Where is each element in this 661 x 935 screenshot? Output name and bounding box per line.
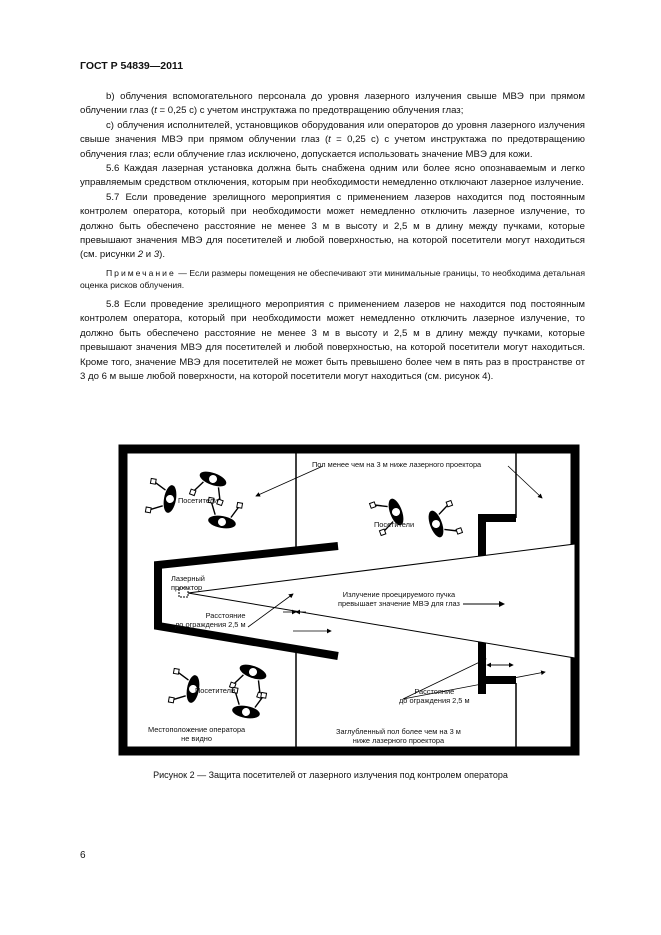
text-run: и xyxy=(143,249,154,261)
figure-ref: 3 xyxy=(153,249,160,261)
visitors-label-3: Посетители xyxy=(195,686,236,695)
paragraph-5-7 xyxy=(80,191,585,263)
text-run: c) облучения исполнителей, установщиков оборудования или операторов до уровня лазерного излучения свыше значения МВЭ при прямом облучении глаз ( xyxy=(80,119,585,146)
paragraph-5-8: 5.8 Если проведение зрелищного мероприятия с применением лазеров не находится под постоянным контролем оператора, который при необходимости может немедленно отключить лазерное излучение, то должно быть обеспечено расстояние не менее 3 м в высоту и 2,5 м в длину между пучками, которые превышают значения МВЭ для посетителей и любой поверхностью, на которой посетители могут находиться. Кроме того, значение МВЭ для посетителей не может быть превышено более чем в пять раз в пространстве от 3 до 6 м выше любой поверхности, на которой посетители могут находиться (см. рисунок 4). xyxy=(80,299,585,383)
document-header: ГОСТ Р 54839—2011 xyxy=(80,60,184,72)
text-run: = 0,25 с) с учетом инструктажа по предотвращению облучения глаз; если облучение глаз исключено, допускается использовать значение МВЭ для кожи. xyxy=(80,134,585,160)
operator-label: Местоположение оператора не видно xyxy=(148,725,246,743)
text-run-italic: t xyxy=(154,105,157,117)
distance-label-2: Расстояние до ограждения 2,5 м xyxy=(399,687,470,705)
text-run: ). xyxy=(159,249,165,261)
body-text xyxy=(80,90,585,385)
paragraph-b xyxy=(80,90,585,119)
visitors-label-2: Посетители xyxy=(374,520,415,529)
page-number: 6 xyxy=(80,850,86,861)
note-label: Примечание xyxy=(106,267,176,278)
beam-label: Излучение проецируемого пучка превышает значение МВЭ для глаз xyxy=(338,590,460,608)
distance-label-1: Расстояние до ограждения 2,5 м xyxy=(175,611,246,629)
paragraph-c xyxy=(80,119,585,162)
text-run: 5.7 Если проведение зрелищного мероприятия с применением лазеров находится под постоянным контролем оператора, который при необходимости может немедленно отключить лазерное излучение, то должно быть обеспечено расстояние не менее 3 м в высоту и 2,5 м в длину между пучками, которые превышают значения МВЭ для посетителей и любой поверхностью, на которой посетители могут находиться (см. рисунки xyxy=(80,191,585,261)
visitor-figure xyxy=(145,478,178,516)
visitor-figure xyxy=(370,494,408,536)
floor-note-label: Пол менее чем на 3 м ниже лазерного проектора xyxy=(312,460,482,469)
text-run: b) облучения вспомогательного персонала до уровня лазерного излучения свыше МВЭ при прямом облучении глаз ( xyxy=(80,91,585,117)
figure-ref: 2 xyxy=(137,249,144,261)
visitor-figure xyxy=(425,501,463,543)
sunken-floor-label: Заглубленный пол более чем на 3 м ниже лазерного проектора xyxy=(336,727,461,745)
figure-2 xyxy=(118,444,580,756)
figure-caption: Рисунок 2 — Защита посетителей от лазерного излучения под контролем оператора xyxy=(153,770,508,780)
note xyxy=(80,267,585,292)
projector-label: Лазерный проектор xyxy=(171,574,205,592)
visitors-label-1: Посетители xyxy=(178,496,219,505)
paragraph-5-6: 5.6 Каждая лазерная установка должна быть снабжена одним или более ясно опознаваемым и легко управляемым средством отключения, которым при необходимости немедленно отключают лазерное излучение. xyxy=(80,163,585,189)
text-run: = 0,25 с) с учетом инструктажа по предотвращению облучения глаз; xyxy=(156,105,464,117)
note-text: — Если размеры помещения не обеспечивают эти минимальные границы, то необходима детальная оценка рисков облучения. xyxy=(80,267,585,291)
text-run-italic: t xyxy=(328,134,331,146)
